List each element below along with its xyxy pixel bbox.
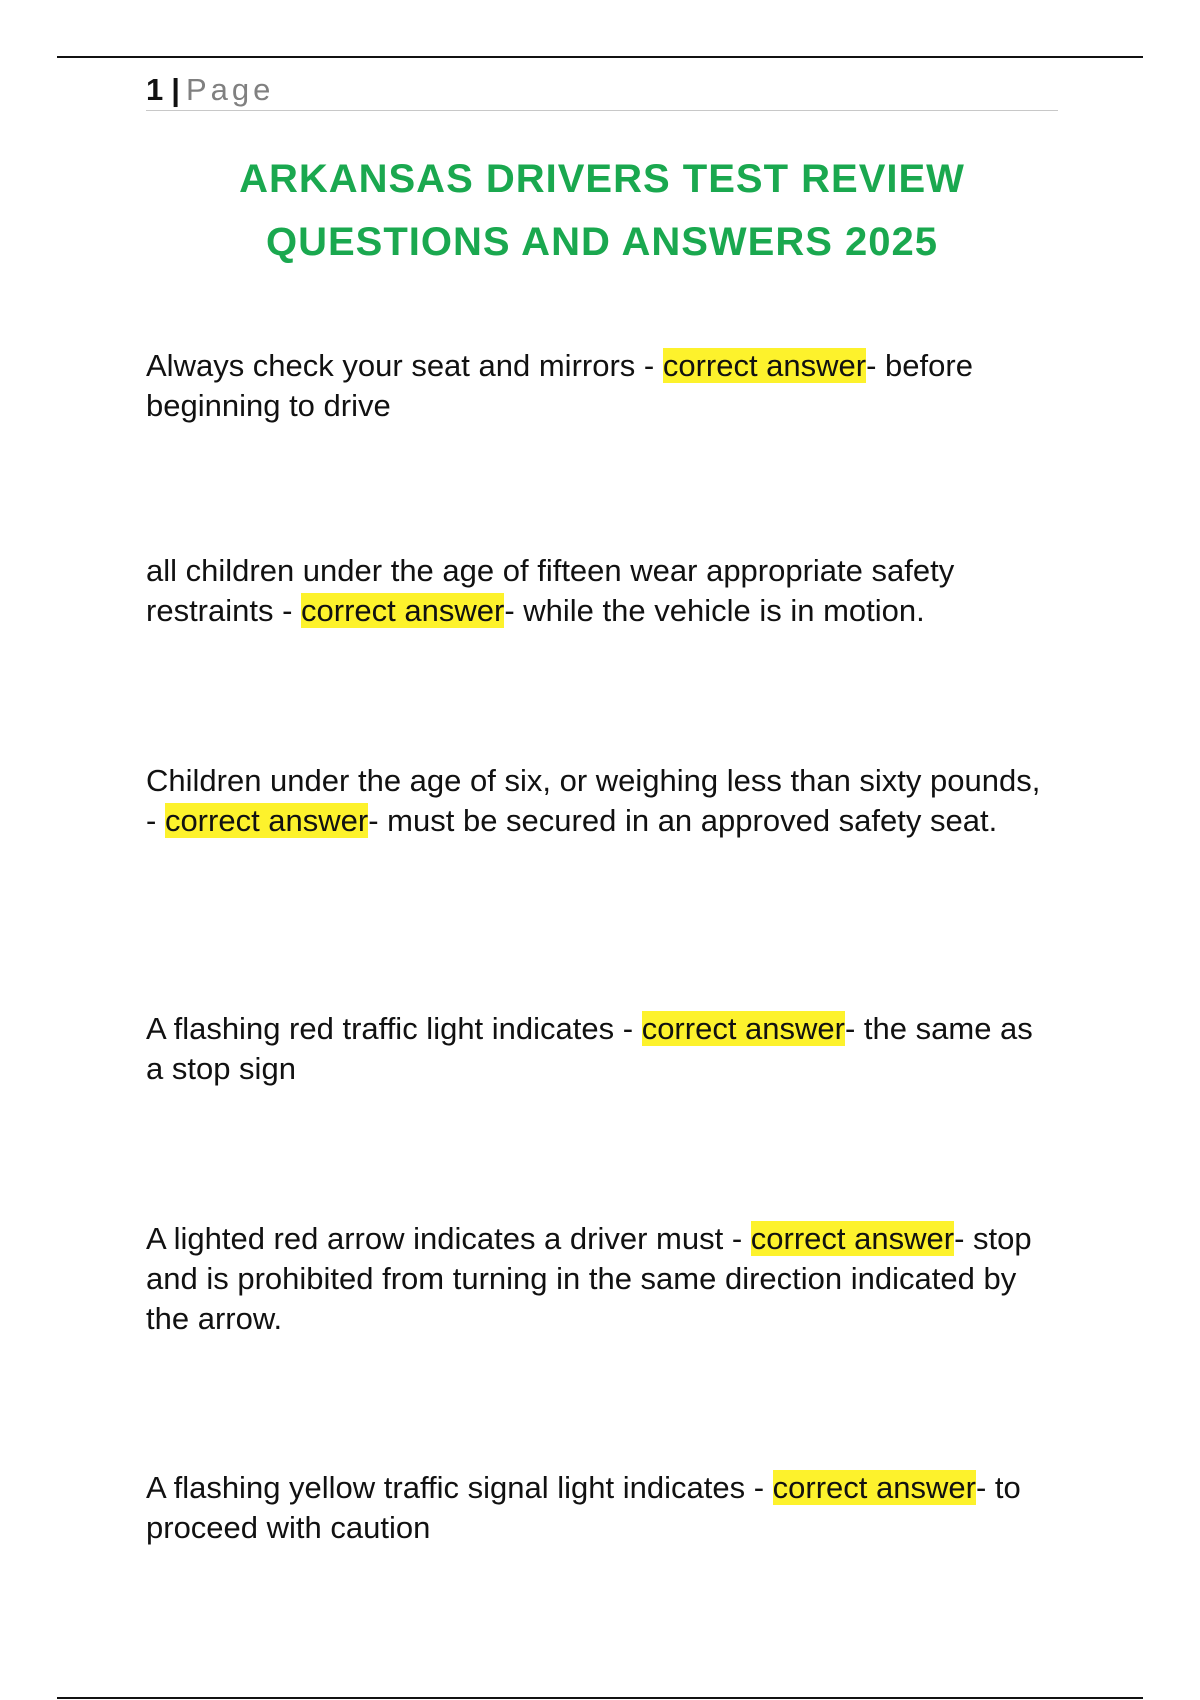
question-text: Children under the age of six, or weighing less than sixty pounds, - <box>146 763 1049 838</box>
answer-highlight: correct answer <box>641 1011 845 1046</box>
answer-text: - to proceed with caution <box>146 1470 1030 1545</box>
qa-item <box>146 1009 1046 1089</box>
answer-text: - while the vehicle is in motion. <box>504 593 925 628</box>
qa-item <box>146 346 1046 426</box>
page-header <box>146 70 1058 111</box>
answer-highlight: correct answer <box>772 1470 976 1505</box>
qa-item <box>146 1219 1046 1339</box>
answer-text: - must be secured in an approved safety seat. <box>368 803 998 838</box>
question-text: A flashing red traffic light indicates - <box>146 1011 642 1046</box>
question-text: A lighted red arrow indicates a driver must - <box>146 1221 751 1256</box>
qa-item <box>146 551 1046 631</box>
answer-text: - stop and is prohibited from turning in the same direction indicated by the arrow. <box>146 1221 1041 1336</box>
answer-highlight: correct answer <box>662 348 867 383</box>
document-title <box>146 148 1058 274</box>
answer-text: - the same as a stop sign <box>146 1011 1042 1086</box>
question-text: Always check your seat and mirrors - <box>146 348 663 383</box>
qa-item <box>146 761 1049 841</box>
answer-highlight: correct answer <box>301 593 505 628</box>
question-text: all children under the age of fifteen wear appropriate safety restraints - <box>146 553 963 628</box>
answer-text: - before beginning to drive <box>146 348 982 423</box>
title-line-1: ARKANSAS DRIVERS TEST REVIEW <box>239 157 965 201</box>
page-separator: | <box>171 72 180 107</box>
answer-highlight: correct answer <box>750 1221 955 1256</box>
page-number: 1 <box>146 72 164 107</box>
answer-highlight: correct answer <box>164 803 369 838</box>
top-rule <box>57 56 1143 58</box>
qa-item <box>146 1468 1046 1548</box>
question-text: A flashing yellow traffic signal light indicates - <box>146 1470 773 1505</box>
page-label: Page <box>185 72 275 107</box>
bottom-rule <box>57 1697 1143 1699</box>
title-line-2: QUESTIONS AND ANSWERS 2025 <box>265 220 939 264</box>
